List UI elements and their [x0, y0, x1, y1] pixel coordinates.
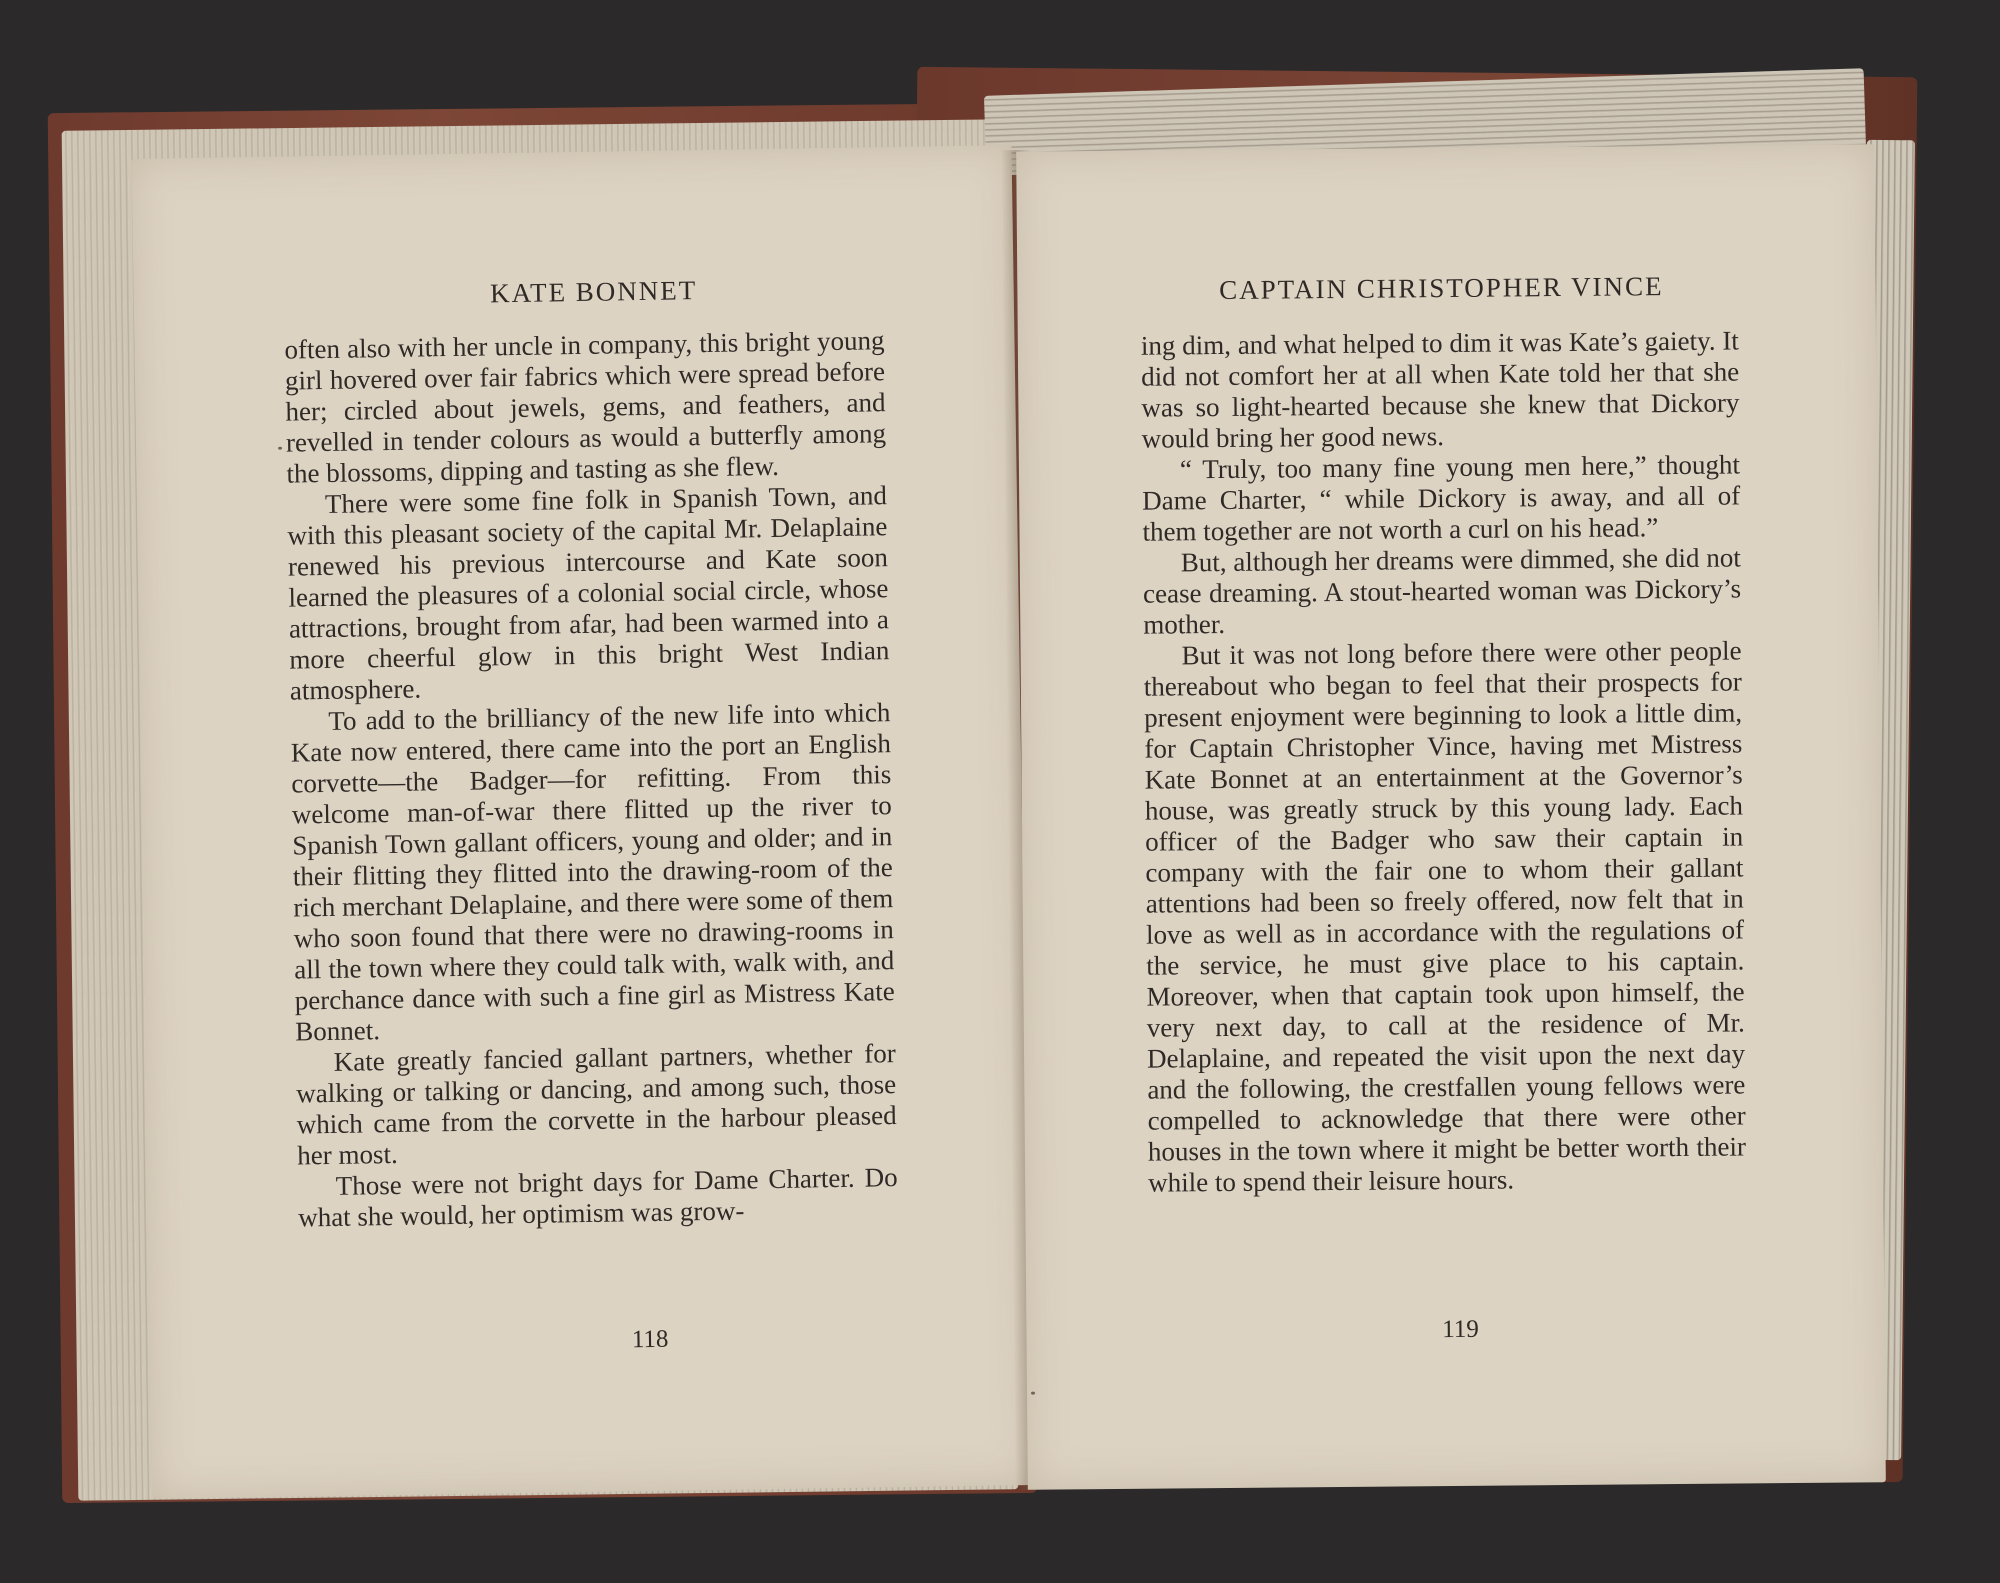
paper-speck	[278, 447, 282, 450]
left-paragraph-4: Kate greatly fancied gallant partners, whether for walking or talking or dancing, and among such, those which came from the corvette in the harbour pleased her most.	[295, 1038, 897, 1171]
right-running-head: CAPTAIN CHRISTOPHER VINCE	[1219, 271, 1664, 306]
right-page-number: 119	[1442, 1315, 1479, 1344]
right-paragraph-3: But, although her dreams were dimmed, she did not cease dreaming. A stout-hearted woman was Dickory’s mother.	[1142, 542, 1742, 640]
right-page	[1016, 144, 1886, 1489]
right-paragraph-2: “ Truly, too many fine young men here,” thought Dame Charter, “ while Dickory is away, and all of them together are not worth a curl on his head.”	[1142, 449, 1741, 547]
right-paragraph-1: ing dim, and what helped to dim it was Kate’s gaiety. It did not comfort her at all when Kate told her that she was so light-hearted because she knew that Dickory would bring her good news.	[1140, 325, 1740, 454]
right-paragraph-4: But it was not long before there were other people thereabout who began to feel that their prospects for present enjoyment were beginning to look a little dim, for Captain Christopher Vince, having met Mistress Kate Bonnet at an entertainment at the Governor’s house, was greatly struck by this young lady. Each officer of the Badger who saw their captain in company with the fair one to whom their gallant attentions had been so freely offered, now felt that in love as well as in accordance with the regulations of the service, he must give place to his captain. Moreover, when that captain took upon himself, the very next day, to call at the residence of Mr. Delaplaine, and repeated the visit upon the next day and the following, the crestfallen young fellows were compelled to acknowledge that there were other houses in the town where it might be better worth their while to spend their leisure hours.	[1143, 635, 1747, 1198]
left-paragraph-3: To add to the brilliancy of the new life into which Kate now entered, there came into the port an English corvette—the Badger—for refitting. From this welcome man-of-war there flitted up the river to Spanish Town gallant officers, young and older; and in their flitting they flitted into the drawing-room of the rich merchant Delaplaine, and there were some of them who soon found that there were no drawing-rooms in all the town where they could talk with, walk with, and perchance dance with such a fine girl as Mistress Kate Bonnet.	[290, 697, 895, 1047]
left-running-head: KATE BONNET	[489, 275, 698, 309]
paper-speck	[1031, 1392, 1035, 1395]
left-page-number: 118	[631, 1325, 669, 1354]
left-paragraph-1: often also with her uncle in company, this bright young girl hovered over fair fabrics which were spread before her; circled about jewels, gems, and feathers, and revelled in tender colours as would a butterfly among the blossoms, dipping and tasting as she flew.	[284, 325, 887, 489]
left-page-text	[284, 325, 898, 1233]
right-page-text	[1141, 325, 1747, 1198]
left-paragraph-2: There were some fine folk in Spanish Town, and with this pleasant society of the capital Mr. Delaplaine renewed his previous intercourse and Kate soon learned the pleasures of a colonial social circle, whose attractions, brought from afar, had been warmed into a more cheerful glow in this bright West Indian atmosphere.	[287, 480, 890, 706]
left-page	[132, 145, 1033, 1499]
left-paragraph-5: Those were not bright days for Dame Charter. Do what she would, her optimism was grow-	[297, 1162, 898, 1233]
